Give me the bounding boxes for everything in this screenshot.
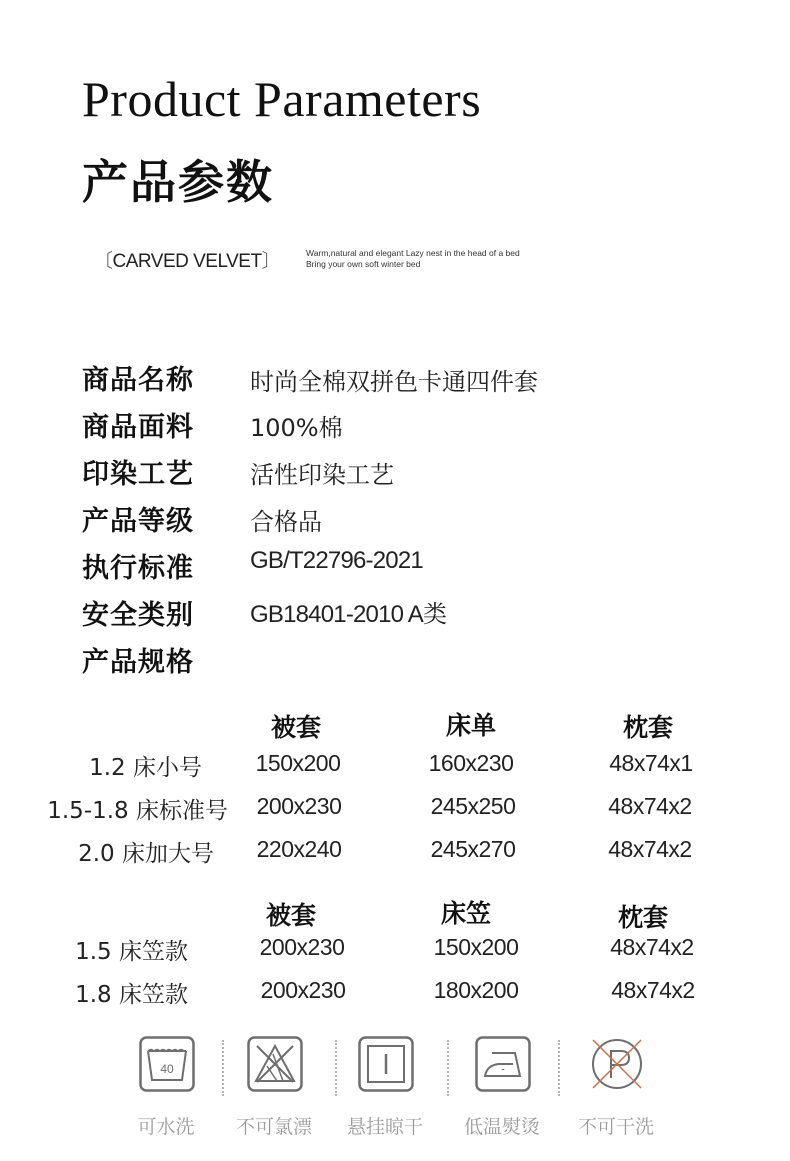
spec1-cell: 48x74x2 [608,836,692,862]
care-separator [222,1040,224,1096]
spec1-cell: 245x270 [430,836,516,862]
spec1-cell: 48x74x1 [609,750,693,776]
spec1-cell: 245x250 [430,793,516,819]
spec1-row-label: 1.2 床小号 [89,755,202,781]
spec2-cell: 200x230 [259,934,345,960]
spec1-header-sheet: 床单 [445,711,496,740]
spec2-cell: 150x200 [433,934,519,960]
spec1-cell: 200x230 [256,793,342,819]
spec1-cell: 220x240 [256,836,342,862]
param-label-standard: 执行标准 [82,553,194,584]
slogan-line-2: Bring your own soft winter bed [306,259,421,269]
care-label: 不可氯漂 [235,1116,312,1138]
no-dry-clean-icon [589,1036,645,1092]
slogan-line-1: Warm,natural and elegant Lazy nest in the head of a bed [306,248,520,258]
param-label-dyeing: 印染工艺 [82,459,194,490]
spec2-cell: 200x230 [260,977,346,1003]
spec1-header-duvet: 被套 [270,713,321,742]
param-value-fabric: 100%棉 [250,414,343,442]
care-label: 不可干洗 [577,1116,654,1138]
care-separator [335,1040,337,1096]
spec2-row-label: 1.5 床笠款 [75,939,188,965]
param-label-name: 商品名称 [82,365,194,396]
param-label-fabric: 商品面料 [82,412,194,443]
param-value-dyeing: 活性印染工艺 [250,461,394,489]
spec2-cell: 48x74x2 [610,934,694,960]
param-value-name: 时尚全棉双拼色卡通四件套 [250,368,538,396]
wash-temp: 40 [160,1062,174,1076]
spec2-row-label: 1.8 床笠款 [75,982,188,1008]
param-label-spec: 产品规格 [82,647,194,678]
hang-dry-icon [358,1036,414,1092]
spec1-cell: 150x200 [255,750,341,776]
page-title-cn: 产品参数 [82,155,274,209]
spec2-cell: 48x74x2 [611,977,695,1003]
param-value-safety: GB18401-2010 A类 [250,601,447,628]
care-separator [558,1040,560,1096]
spec1-header-pillowcase: 枕套 [622,713,673,742]
care-label: 悬挂晾干 [346,1116,423,1138]
param-value-grade: 合格品 [250,508,322,536]
spec2-header-pillowcase: 枕套 [617,903,668,932]
param-value-standard: GB/T22796-2021 [250,547,423,574]
brand-tag: 〔CARVED VELVET〕 [94,251,281,272]
spec1-cell: 48x74x2 [608,793,692,819]
slogan [306,248,520,270]
spec2-header-duvet: 被套 [265,901,316,930]
care-separator [447,1040,449,1096]
spec1-cell: 160x230 [428,750,514,776]
spec1-row-label: 2.0 床加大号 [78,841,214,867]
low-iron-icon [475,1036,531,1092]
no-bleach-icon [247,1036,303,1092]
care-label: 可水洗 [137,1116,195,1138]
spec2-header-fitted-sheet: 床笠 [440,899,491,928]
wash-40-icon [139,1036,195,1092]
spec2-cell: 180x200 [433,977,519,1003]
param-label-safety: 安全类别 [82,600,194,631]
care-label: 低温熨烫 [463,1116,540,1138]
page-title-en: Product Parameters [82,71,482,127]
spec1-row-label: 1.5-1.8 床标准号 [47,798,228,824]
param-label-grade: 产品等级 [82,506,194,537]
